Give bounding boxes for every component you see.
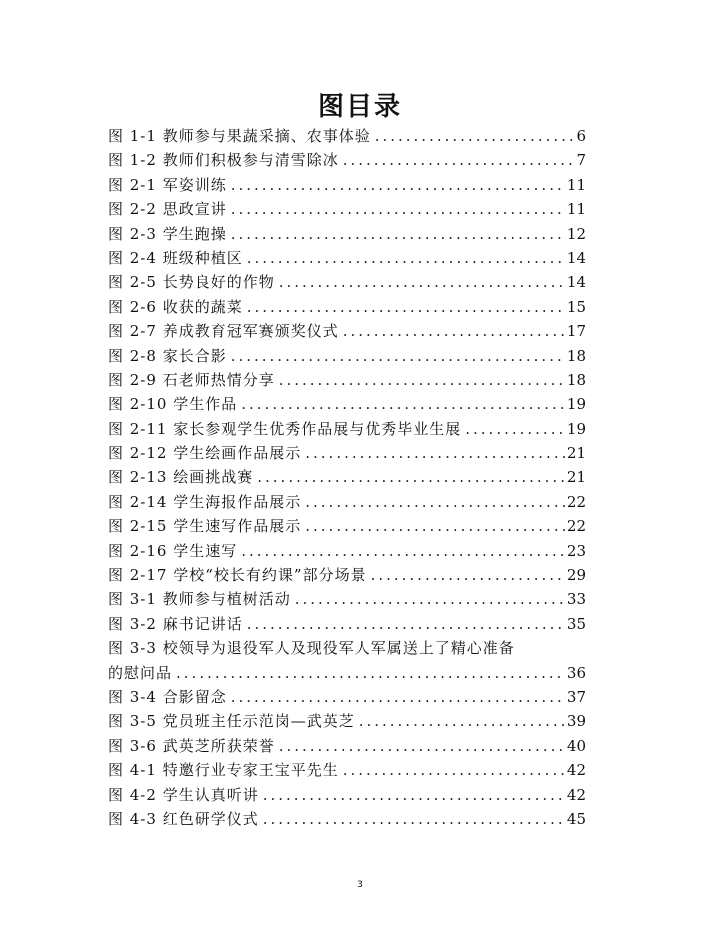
toc-entry-page: 40 <box>566 736 586 755</box>
dot-leader <box>279 734 565 758</box>
toc-entry[interactable] <box>108 270 586 294</box>
toc-entry[interactable] <box>108 685 586 709</box>
toc-entry-label: 图 3-2 麻书记讲话 <box>108 614 243 633</box>
toc-entry-page: 42 <box>566 761 586 780</box>
dot-leader <box>465 417 565 441</box>
toc-entry[interactable] <box>108 392 586 416</box>
toc-entry-page: 35 <box>566 614 586 633</box>
toc-entry-label: 图 2-8 家长合影 <box>108 346 227 365</box>
toc-entry-label: 图 2-9 石老师热情分享 <box>108 370 275 389</box>
toc-entry[interactable] <box>108 246 586 270</box>
toc-entry[interactable] <box>108 344 586 368</box>
toc-entry[interactable] <box>108 295 586 319</box>
toc-entry-page: 23 <box>566 541 586 560</box>
toc-entry-label: 图 2-15 学生速写作品展示 <box>108 517 302 536</box>
toc-entry-page: 11 <box>566 175 586 194</box>
figure-list <box>108 124 586 831</box>
toc-entry-label: 图 2-11 家长参观学生优秀作品展与优秀毕业生展 <box>108 419 462 438</box>
dot-leader <box>231 222 565 246</box>
dot-leader <box>305 490 565 514</box>
toc-entry-label: 图 2-6 收获的蔬菜 <box>108 297 243 316</box>
toc-entry-label: 图 2-12 学生绘画作品展示 <box>108 444 302 463</box>
toc-entry-label: 图 3-1 教师参与植树活动 <box>108 590 291 609</box>
toc-entry-page: 14 <box>566 248 586 267</box>
toc-entry-label: 图 4-2 学生认真听讲 <box>108 785 259 804</box>
toc-entry-label: 图 3-6 武英芝所获荣誉 <box>108 736 275 755</box>
toc-entry[interactable] <box>108 319 586 343</box>
toc-entry-label: 图 4-3 红色研学仪式 <box>108 809 259 828</box>
toc-entry-line2 <box>108 661 586 685</box>
toc-entry[interactable] <box>108 441 586 465</box>
toc-entry[interactable] <box>108 417 586 441</box>
toc-entry-label: 图 2-14 学生海报作品展示 <box>108 492 302 511</box>
toc-entry-label: 图 2-17 学校“校长有约课”部分场景 <box>108 566 367 585</box>
dot-leader <box>375 124 575 148</box>
toc-entry-page: 39 <box>566 712 586 731</box>
toc-entry[interactable] <box>108 587 586 611</box>
dot-leader <box>231 344 565 368</box>
toc-entry[interactable] <box>108 563 586 587</box>
dot-leader <box>295 587 565 611</box>
toc-entry-page: 7 <box>576 151 586 170</box>
dot-leader <box>371 563 565 587</box>
toc-entry-page: 19 <box>566 419 586 438</box>
toc-entry-page: 42 <box>566 785 586 804</box>
toc-entry[interactable] <box>108 758 586 782</box>
toc-entry-page: 15 <box>566 297 586 316</box>
toc-entry[interactable] <box>108 197 586 221</box>
dot-leader <box>241 539 565 563</box>
toc-entry-label: 图 2-10 学生作品 <box>108 395 238 414</box>
toc-entry[interactable] <box>108 368 586 392</box>
toc-entry-page: 36 <box>566 663 586 682</box>
toc-entry[interactable] <box>108 539 586 563</box>
page-title: 图目录 <box>317 92 402 122</box>
toc-entry-page: 33 <box>566 590 586 609</box>
toc-entry-page: 11 <box>566 200 586 219</box>
dot-leader <box>241 392 565 416</box>
toc-entry-page: 6 <box>576 126 586 145</box>
toc-entry-label: 图 2-16 学生速写 <box>108 541 238 560</box>
toc-entry-label: 图 4-1 特邀行业专家王宝平先生 <box>108 761 339 780</box>
toc-entry[interactable] <box>108 612 586 636</box>
dot-leader <box>305 514 565 538</box>
page-number: 3 <box>357 880 363 890</box>
toc-entry-label: 图 1-1 教师参与果蔬采摘、农事体验 <box>108 126 371 145</box>
toc-entry-label: 图 2-4 班级种植区 <box>108 248 243 267</box>
toc-entry[interactable] <box>108 173 586 197</box>
dot-leader <box>279 368 565 392</box>
toc-entry-page: 37 <box>566 687 586 706</box>
dot-leader <box>231 173 565 197</box>
toc-entry-label: 图 2-2 思政宣讲 <box>108 200 227 219</box>
toc-entry-page: 45 <box>566 809 586 828</box>
toc-entry-label-line2: 的慰问品 <box>108 663 173 682</box>
toc-entry-page: 22 <box>566 492 586 511</box>
toc-entry[interactable] <box>108 222 586 246</box>
toc-entry[interactable] <box>108 465 586 489</box>
toc-entry-label: 图 3-4 合影留念 <box>108 687 227 706</box>
toc-entry-wrapped[interactable] <box>108 636 586 685</box>
dot-leader <box>343 758 565 782</box>
toc-entry[interactable] <box>108 148 586 172</box>
toc-entry-label: 图 1-2 教师们积极参与清雪除冰 <box>108 151 339 170</box>
dot-leader <box>343 148 575 172</box>
toc-entry-label: 图 2-5 长势良好的作物 <box>108 273 275 292</box>
toc-entry[interactable] <box>108 514 586 538</box>
dot-leader <box>279 270 565 294</box>
toc-entry-page: 29 <box>566 566 586 585</box>
dot-leader <box>231 685 565 709</box>
dot-leader <box>257 465 565 489</box>
toc-entry-label: 图 2-1 军姿训练 <box>108 175 227 194</box>
toc-entry-page: 12 <box>566 224 586 243</box>
toc-entry-page: 22 <box>566 517 586 536</box>
toc-entry-label: 图 2-3 学生跑操 <box>108 224 227 243</box>
toc-entry[interactable] <box>108 709 586 733</box>
dot-leader <box>247 246 565 270</box>
toc-entry[interactable] <box>108 783 586 807</box>
toc-entry-page: 18 <box>566 346 586 365</box>
toc-entry-label: 图 2-7 养成教育冠军赛颁奖仪式 <box>108 322 339 341</box>
toc-entry-page: 18 <box>566 370 586 389</box>
toc-entry-label: 图 2-13 绘画挑战赛 <box>108 468 254 487</box>
dot-leader <box>263 807 565 831</box>
dot-leader <box>305 441 565 465</box>
dot-leader <box>359 709 565 733</box>
dot-leader <box>343 319 565 343</box>
dot-leader <box>247 295 565 319</box>
toc-entry[interactable] <box>108 807 586 831</box>
toc-entry-page: 19 <box>566 395 586 414</box>
toc-entry-label-line1: 图 3-3 校领导为退役军人及现役军人军属送上了精心准备 <box>108 639 515 658</box>
toc-entry-page: 21 <box>566 444 586 463</box>
toc-entry-page: 17 <box>566 322 586 341</box>
dot-leader <box>176 661 565 685</box>
dot-leader <box>263 783 565 807</box>
dot-leader <box>247 612 565 636</box>
toc-entry[interactable] <box>108 490 586 514</box>
toc-entry-page: 14 <box>566 273 586 292</box>
toc-entry-label: 图 3-5 党员班主任示范岗—武英芝 <box>108 712 355 731</box>
dot-leader <box>231 197 565 221</box>
toc-entry[interactable] <box>108 734 586 758</box>
toc-entry[interactable] <box>108 124 586 148</box>
toc-entry-page: 21 <box>566 468 586 487</box>
